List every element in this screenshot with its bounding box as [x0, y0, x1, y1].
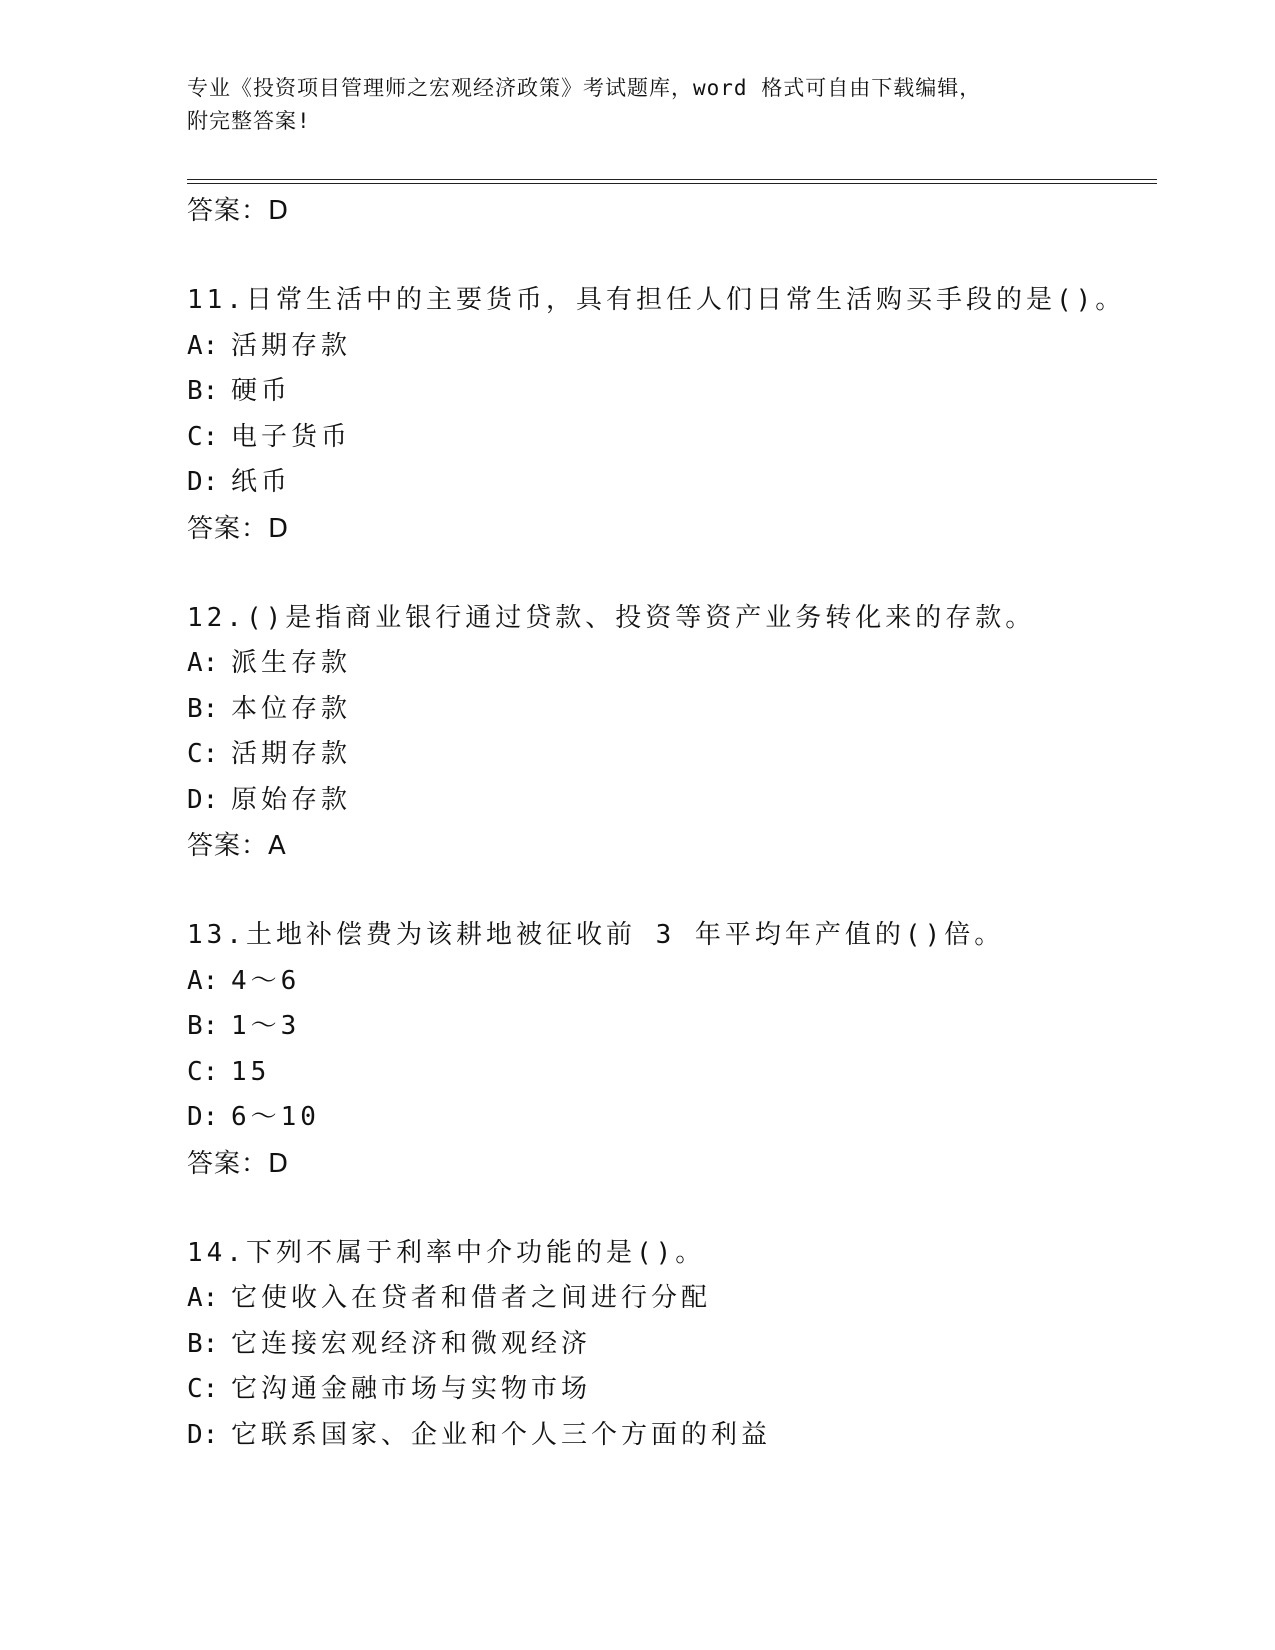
question-text: 11.日常生活中的主要货币，具有担任人们日常生活购买手段的是()。 [187, 285, 1126, 315]
header-divider-top [187, 179, 1157, 180]
answer-line: 答案：A [187, 831, 287, 861]
option-a [187, 641, 1147, 687]
option-letter: D: [187, 1419, 219, 1450]
option-letter: A: [187, 330, 219, 361]
question-12 [187, 596, 1147, 870]
option-text: 活期存款 [231, 739, 352, 769]
option-b [187, 369, 1147, 415]
header-line-2: 附完整答案! [187, 109, 311, 133]
option-text: 硬币 [231, 376, 292, 406]
option-letter: B: [187, 693, 219, 724]
option-a [187, 1276, 1147, 1322]
option-d [187, 460, 1147, 506]
option-text: 原始存款 [231, 784, 352, 815]
option-letter: C: [187, 421, 219, 452]
question-text: 12.()是指商业银行通过贷款、投资等资产业务转化来的存款。 [187, 602, 1036, 633]
option-text: 纸币 [231, 467, 292, 497]
option-text: 本位存款 [231, 693, 352, 724]
question-11 [187, 278, 1147, 552]
option-letter: D: [187, 784, 219, 815]
option-c [187, 732, 1147, 778]
option-d [187, 778, 1147, 824]
option-text: 活期存款 [231, 330, 352, 361]
option-b [187, 1322, 1147, 1368]
option-letter: A: [187, 648, 219, 678]
option-b [187, 1004, 1147, 1050]
option-letter: A: [187, 1283, 219, 1313]
option-letter: B: [187, 1328, 219, 1359]
document-header [187, 72, 1087, 138]
option-letter: C: [187, 739, 219, 769]
option-letter: C: [187, 1374, 219, 1404]
option-text: 6～10 [231, 1102, 320, 1132]
option-text: 它沟通金融市场与实物市场 [231, 1374, 592, 1404]
option-letter: D: [187, 467, 219, 497]
option-a [187, 959, 1147, 1005]
option-a [187, 324, 1147, 370]
answer-line: 答案：D [187, 1148, 290, 1179]
header-divider-bottom [187, 183, 1157, 184]
answer-line: 答案：D [187, 513, 290, 544]
option-b [187, 687, 1147, 733]
option-text: 4～6 [231, 965, 301, 996]
option-letter: A: [187, 965, 219, 996]
answer-line: 答案：D [187, 196, 290, 226]
option-letter: D: [187, 1102, 219, 1132]
option-text: 15 [231, 1056, 271, 1087]
option-text: 派生存款 [231, 648, 352, 678]
option-letter: B: [187, 376, 219, 406]
question-14 [187, 1231, 1147, 1459]
question-text: 13.土地补偿费为该耕地被征收前 3 年平均年产值的()倍。 [187, 920, 1005, 950]
option-text: 它联系国家、企业和个人三个方面的利益 [231, 1419, 772, 1450]
option-text: 1～3 [231, 1011, 301, 1041]
option-text: 它使收入在贷者和借者之间进行分配 [231, 1283, 712, 1313]
option-letter: B: [187, 1011, 219, 1041]
question-list [187, 188, 1147, 1458]
option-c [187, 415, 1147, 461]
option-d [187, 1095, 1147, 1141]
option-text: 它连接宏观经济和微观经济 [231, 1328, 592, 1359]
option-c [187, 1050, 1147, 1096]
option-text: 电子货币 [231, 421, 352, 452]
question-13 [187, 913, 1147, 1187]
question-text: 14.下列不属于利率中介功能的是()。 [187, 1237, 706, 1268]
option-d [187, 1413, 1147, 1459]
header-line-1: 专业《投资项目管理师之宏观经济政策》考试题库，word 格式可自由下载编辑， [187, 76, 982, 100]
option-letter: C: [187, 1056, 219, 1087]
option-c [187, 1367, 1147, 1413]
